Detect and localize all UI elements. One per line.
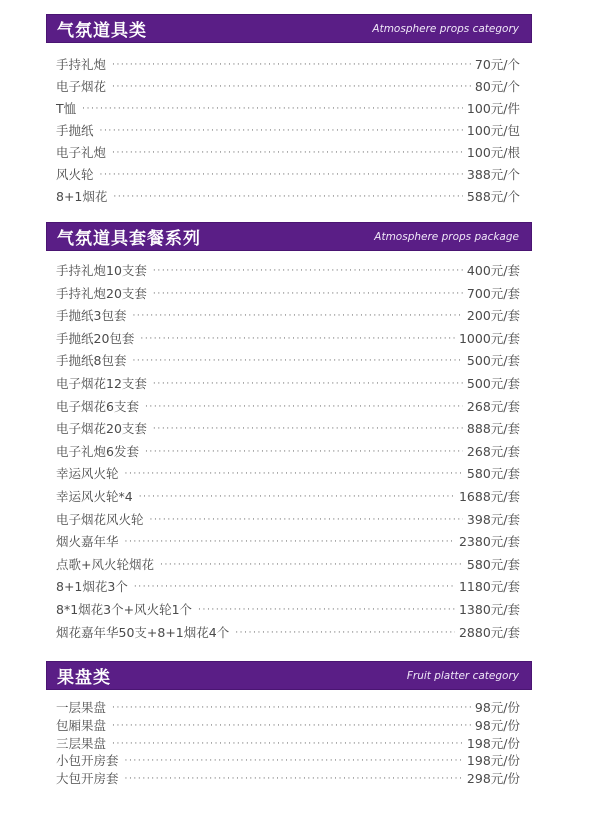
dot-leader (82, 98, 463, 120)
price-row (46, 418, 532, 441)
dot-leader (132, 305, 462, 328)
section-atmosphere-packages (46, 222, 532, 644)
item-price: 80元/个 (474, 79, 520, 94)
section-banner (46, 661, 532, 690)
item-name: 8+1烟花 (56, 189, 108, 204)
dot-leader (145, 396, 463, 419)
item-name: 烟火嘉年华 (56, 534, 119, 550)
item-name: 烟花嘉年华50支+8+1烟花4个 (56, 624, 230, 640)
item-name: 手持礼炮20支套 (56, 285, 147, 301)
section-banner (46, 222, 532, 251)
dot-leader (125, 753, 463, 771)
price-row (46, 599, 532, 622)
item-name: 电子烟花风火轮 (56, 511, 144, 527)
section-banner (46, 14, 532, 43)
item-price: 70元/个 (474, 57, 520, 72)
dot-leader (145, 441, 463, 464)
item-price: 1000元/套 (458, 330, 520, 346)
dot-leader (112, 76, 471, 98)
item-price: 580元/套 (466, 556, 520, 572)
item-name: 电子礼炮6发套 (56, 443, 139, 459)
item-name: 小包开房套 (56, 753, 119, 769)
price-row (46, 717, 532, 735)
dot-leader (113, 186, 463, 208)
item-price: 100元/件 (466, 101, 520, 116)
item-price: 888元/套 (466, 421, 520, 437)
price-row (46, 98, 532, 120)
item-price: 388元/个 (466, 167, 520, 182)
dot-leader (112, 54, 471, 76)
item-price: 398元/套 (466, 511, 520, 527)
section-subtitle: Atmosphere props package (374, 230, 519, 243)
price-row (46, 509, 532, 532)
price-row (46, 164, 532, 186)
item-price: 298元/份 (466, 771, 520, 787)
dot-leader (112, 736, 463, 754)
item-name: 电子烟花12支套 (56, 375, 147, 391)
price-row (46, 186, 532, 208)
item-price: 100元/包 (466, 123, 520, 138)
price-row (46, 622, 532, 645)
dot-leader (140, 328, 455, 351)
item-price: 1180元/套 (458, 579, 520, 595)
item-price: 198元/份 (466, 753, 520, 769)
item-price: 268元/套 (466, 443, 520, 459)
dot-leader (160, 554, 463, 577)
item-name: 手抛纸3包套 (56, 308, 127, 324)
dot-leader (125, 463, 463, 486)
item-price: 98元/份 (474, 717, 520, 733)
dot-leader (139, 486, 455, 509)
item-price: 588元/个 (466, 189, 520, 204)
price-row (46, 120, 532, 142)
section-title: 气氛道具类 (57, 21, 147, 41)
item-name: 大包开房套 (56, 771, 119, 787)
item-name: 8+1烟花3个 (56, 579, 128, 595)
item-price: 500元/套 (466, 353, 520, 369)
item-name: 点歌+风火轮烟花 (56, 556, 154, 572)
section-title: 气氛道具套餐系列 (57, 229, 201, 249)
dot-leader (235, 622, 455, 645)
price-list (46, 251, 532, 644)
dot-leader (112, 700, 471, 718)
item-name: 手抛纸20包套 (56, 330, 135, 346)
price-row (46, 486, 532, 509)
item-name: 风火轮 (56, 167, 94, 182)
item-name: 手持礼炮10支套 (56, 263, 147, 278)
item-name: 手抛纸8包套 (56, 353, 127, 369)
item-name: 电子烟花6支套 (56, 398, 139, 414)
price-row (46, 531, 532, 554)
price-row (46, 54, 532, 76)
item-price: 2380元/套 (458, 534, 520, 550)
dot-leader (153, 283, 463, 306)
item-price: 580元/套 (466, 466, 520, 482)
dot-leader (100, 164, 463, 186)
dot-leader (153, 418, 463, 441)
section-atmosphere-props (46, 14, 532, 208)
dot-leader (132, 350, 462, 373)
dot-leader (198, 599, 455, 622)
dot-leader (125, 531, 455, 554)
price-row (46, 373, 532, 396)
item-name: 包厢果盘 (56, 717, 107, 733)
price-row (46, 76, 532, 98)
dot-leader (134, 576, 455, 599)
item-name: 电子礼炮 (56, 145, 107, 160)
section-subtitle: Fruit platter category (406, 669, 519, 682)
item-name: 手抛纸 (56, 123, 94, 138)
item-name: 三层果盘 (56, 735, 107, 751)
section-title: 果盘类 (57, 668, 111, 688)
price-row (46, 770, 532, 788)
item-price: 98元/份 (474, 700, 520, 715)
price-row (46, 752, 532, 770)
price-row (46, 305, 532, 328)
dot-leader (112, 142, 463, 164)
price-list (46, 43, 532, 208)
item-price: 198元/份 (466, 735, 520, 751)
price-row (46, 142, 532, 164)
price-row (46, 576, 532, 599)
item-name: 一层果盘 (56, 700, 107, 715)
item-name: 手持礼炮 (56, 57, 107, 72)
dot-leader (150, 509, 463, 532)
price-row (46, 328, 532, 351)
dot-leader (153, 260, 463, 283)
section-fruit-platter (46, 661, 532, 788)
price-row (46, 260, 532, 283)
item-name: 电子烟花 (56, 79, 107, 94)
item-price: 700元/套 (466, 285, 520, 301)
price-row (46, 699, 532, 717)
item-name: T恤 (56, 101, 77, 116)
item-price: 268元/套 (466, 398, 520, 414)
item-price: 2880元/套 (458, 624, 520, 640)
section-subtitle: Atmosphere props category (372, 22, 519, 35)
price-row (46, 350, 532, 373)
item-name: 8*1烟花3个+风火轮1个 (56, 601, 193, 617)
price-row (46, 463, 532, 486)
price-row (46, 735, 532, 753)
item-price: 1688元/套 (458, 488, 520, 504)
item-name: 电子烟花20支套 (56, 421, 147, 437)
item-price: 200元/套 (466, 308, 520, 324)
item-price: 1380元/套 (458, 601, 520, 617)
item-name: 幸运风火轮 (56, 466, 119, 482)
price-list (46, 690, 532, 788)
dot-leader (153, 373, 463, 396)
item-name: 幸运风火轮*4 (56, 488, 133, 504)
price-row (46, 554, 532, 577)
price-row (46, 283, 532, 306)
dot-leader (112, 718, 471, 736)
dot-leader (100, 120, 463, 142)
price-row (46, 441, 532, 464)
item-price: 500元/套 (466, 375, 520, 391)
dot-leader (125, 771, 463, 789)
item-price: 100元/根 (466, 145, 520, 160)
price-row (46, 396, 532, 419)
item-price: 400元/套 (466, 263, 520, 278)
